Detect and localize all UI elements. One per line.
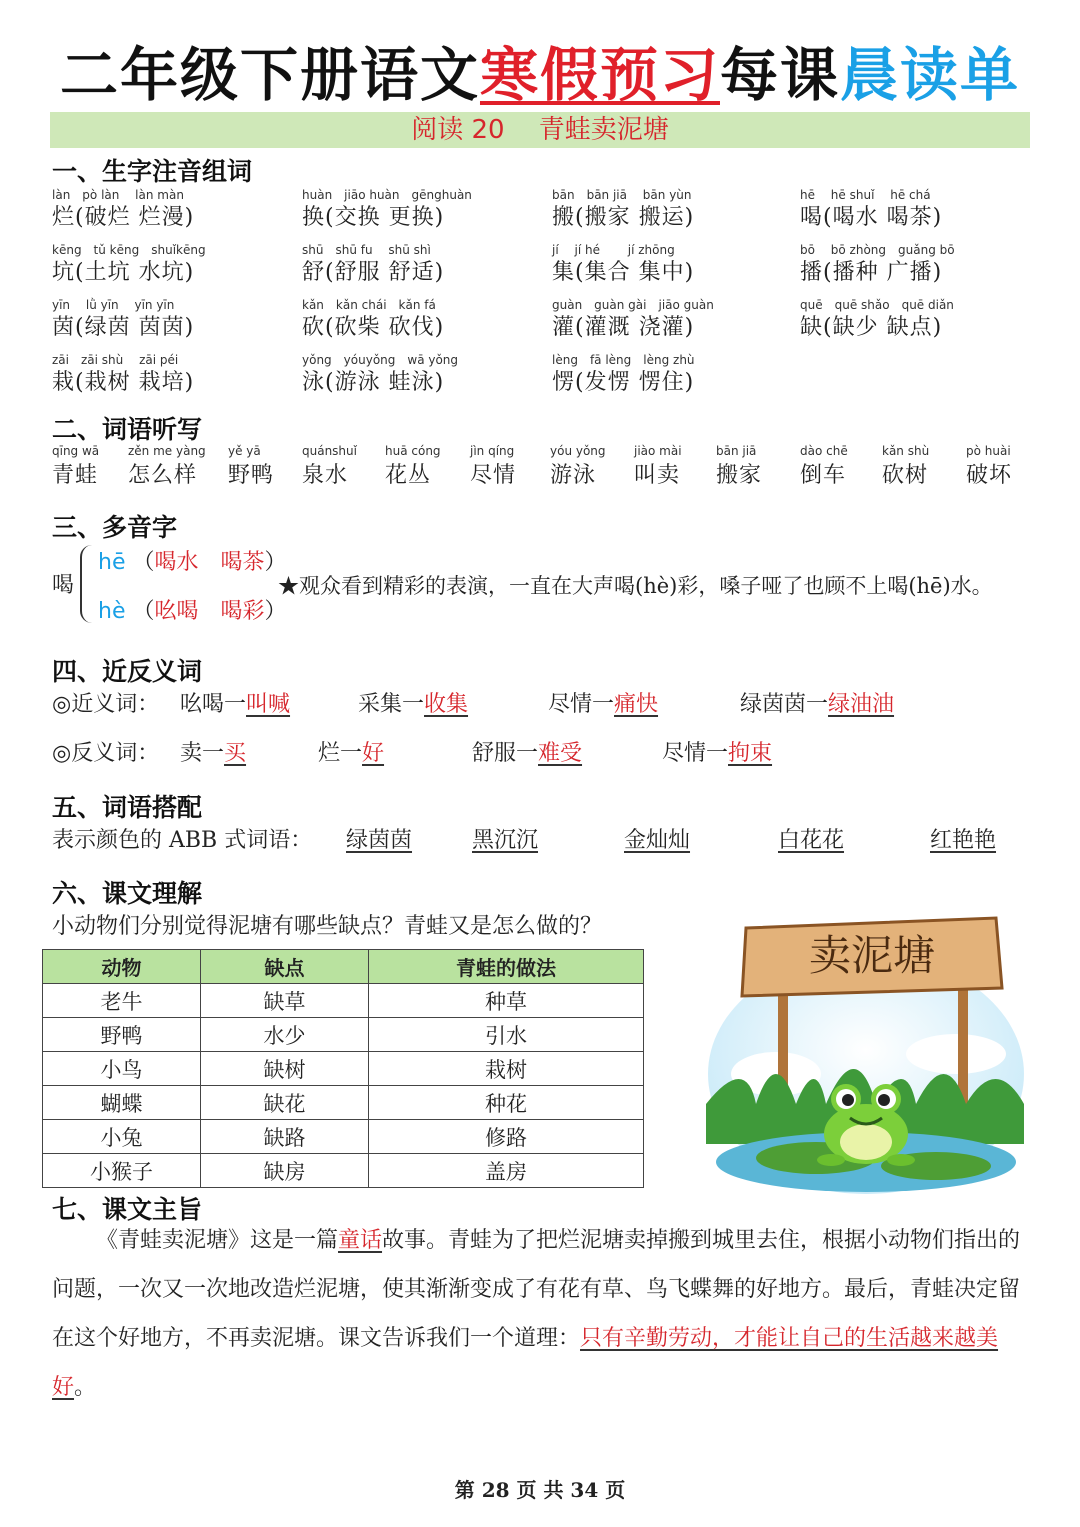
- pair-answer: 叫喊: [246, 692, 291, 717]
- reading-2-open: （: [132, 599, 155, 624]
- char-words: 换(交换 更换): [302, 205, 445, 230]
- pair-word: 绿茵茵一: [740, 692, 829, 717]
- section-3-title: 三、多音字: [52, 513, 178, 542]
- dictation-word: 破坏: [966, 463, 1013, 488]
- cell-problem: 缺草: [201, 984, 369, 1018]
- cell-problem: 缺房: [201, 1154, 369, 1188]
- theme-text-3: 。: [74, 1375, 97, 1400]
- pair-word: 烂一: [318, 741, 363, 766]
- table-header-animal: 动物: [43, 950, 201, 984]
- pair-answer: 难受: [538, 741, 583, 766]
- table-row: [43, 1086, 644, 1120]
- dictation-word: 游泳: [550, 463, 597, 488]
- frog-pond-illustration: [706, 904, 1024, 1196]
- comprehension-question: 小动物们分别觉得泥塘有哪些缺点？青蛙又是怎么做的？: [52, 914, 603, 939]
- char-pinyin: zāi zāi shù zāi péi: [52, 353, 179, 367]
- dictation-pinyin: zěn me yàng: [128, 444, 206, 458]
- polyphone-sentence: ★观众看到精彩的表演，一直在大声喝(hè)彩，嗓子哑了也顾不上喝(hē)水。: [278, 574, 993, 598]
- reading-1-open: （: [132, 550, 155, 575]
- char-words: 搬(搬家 搬运): [552, 205, 695, 230]
- title-part1: 二年级下册语文: [59, 41, 480, 109]
- dictation-pinyin: jìn qíng: [470, 444, 515, 458]
- brace: [80, 545, 94, 623]
- section-5-title: 五、词语搭配: [52, 793, 203, 822]
- char-pinyin: kǎn kǎn chái kǎn fá: [302, 298, 436, 312]
- cell-problem: 缺花: [201, 1086, 369, 1120]
- table-header-action: 青蛙的做法: [369, 950, 644, 984]
- pair-answer: 拘束: [728, 741, 773, 766]
- reading-2-words: 吆喝 喝彩: [154, 599, 265, 624]
- theme-paragraph: [52, 1216, 1032, 1412]
- char-pinyin: quē quē shǎo quē diǎn: [800, 298, 954, 312]
- cell-action: 种花: [369, 1086, 644, 1120]
- page-title: [0, 28, 1080, 112]
- reading-1-pinyin: hē: [98, 550, 126, 575]
- char-pinyin: jí jí hé jí zhōng: [552, 243, 675, 257]
- char-words: 缺(缺少 缺点): [800, 315, 943, 340]
- dictation-pinyin: pò huài: [966, 444, 1011, 458]
- abb-word: 绿茵茵: [346, 828, 413, 853]
- polyphone-reading-1: [98, 545, 287, 576]
- cell-animal: 蝴蝶: [43, 1086, 201, 1120]
- reading-2-pinyin: hè: [98, 599, 126, 624]
- section-7-title: 七、课文主旨: [52, 1195, 203, 1224]
- char-words: 播(播种 广播): [800, 260, 943, 285]
- char-pinyin: guàn guàn gài jiāo guàn: [552, 298, 714, 312]
- table-header-problem: 缺点: [201, 950, 369, 984]
- cell-action: 修路: [369, 1120, 644, 1154]
- dictation-word: 花丛: [385, 463, 432, 488]
- cell-animal: 小猴子: [43, 1154, 201, 1188]
- theme-moral: 只有辛勤劳动，才能让自己的生活越来越美好: [52, 1326, 999, 1400]
- dictation-pinyin: jiào mài: [634, 444, 682, 458]
- char-pinyin: huàn jiāo huàn gēnghuàn: [302, 188, 472, 202]
- pair-answer: 买: [224, 741, 247, 766]
- table-row: [43, 1052, 644, 1086]
- pair-word: 吆喝一: [180, 692, 247, 717]
- abb-label: 表示颜色的 ABB 式词语：: [52, 828, 313, 853]
- char-pinyin: kēng tǔ kēng shuǐkēng: [52, 243, 206, 257]
- section-6-title: 六、课文理解: [52, 879, 203, 908]
- cell-problem: 水少: [201, 1018, 369, 1052]
- pair-answer: 痛快: [614, 692, 659, 717]
- cell-animal: 野鸭: [43, 1018, 201, 1052]
- char-words: 喝(喝水 喝茶): [800, 205, 943, 230]
- char-words: 坑(土坑 水坑): [52, 260, 195, 285]
- dictation-pinyin: huā cóng: [385, 444, 441, 458]
- theme-genre: 童话: [338, 1228, 383, 1253]
- cell-problem: 缺路: [201, 1120, 369, 1154]
- pair-word: 卖一: [180, 741, 225, 766]
- abb-word: 黑沉沉: [472, 828, 539, 853]
- theme-text-2: 故事。青蛙为了把烂泥塘卖掉搬到城里去住，根据小动物们指出的问题，一次又一次地改造烂泥塘，使其渐渐变成了有花有草、鸟飞蝶舞的好地方。最后，青蛙决定留在这个好地方，不再卖泥塘。课文告诉我们一个道理：: [52, 1228, 1021, 1351]
- char-words: 栽(栽树 栽培): [52, 370, 195, 395]
- lesson-bar: 阅读 20 青蛙卖泥塘: [50, 112, 1030, 148]
- reading-1-words: 喝水 喝茶: [154, 550, 265, 575]
- char-words: 灌(灌溉 浇灌): [552, 315, 695, 340]
- pair-word: 尽情一: [662, 741, 729, 766]
- pair-answer: 收集: [424, 692, 469, 717]
- antonym-pair: [662, 736, 772, 767]
- synonym-pair: [548, 687, 658, 718]
- char-words: 舒(舒服 舒适): [302, 260, 445, 285]
- dictation-word: 怎么样: [128, 463, 198, 488]
- synonym-label: ◎近义词：: [52, 692, 160, 717]
- dictation-word: 倒车: [800, 463, 847, 488]
- table-row: [43, 1018, 644, 1052]
- table-row: [43, 1120, 644, 1154]
- reading-1-close: ）: [264, 550, 287, 575]
- char-words: 烂(破烂 烂漫): [52, 205, 195, 230]
- table-header-row: [43, 950, 644, 984]
- section-4-title: 四、近反义词: [52, 657, 203, 686]
- abb-word: 金灿灿: [624, 828, 691, 853]
- table-row: [43, 1154, 644, 1188]
- comprehension-table: [42, 949, 644, 1188]
- char-words: 茵(绿茵 茵茵): [52, 315, 195, 340]
- char-pinyin: yǒng yóuyǒng wā yǒng: [302, 353, 459, 367]
- cell-action: 盖房: [369, 1154, 644, 1188]
- title-part2: 寒假预习: [479, 41, 720, 109]
- table-row: [43, 984, 644, 1018]
- synonym-pair: [740, 687, 894, 718]
- dictation-pinyin: yóu yǒng: [550, 444, 606, 458]
- dictation-pinyin: dào chē: [800, 444, 848, 458]
- pair-answer: 好: [362, 741, 385, 766]
- char-words: 愣(发愣 愣住): [552, 370, 695, 395]
- dictation-pinyin: quánshuǐ: [302, 444, 357, 458]
- cell-animal: 小鸟: [43, 1052, 201, 1086]
- title-part4: 晨读单: [840, 41, 1021, 109]
- char-words: 泳(游泳 蛙泳): [302, 370, 445, 395]
- antonym-pair: [318, 736, 384, 767]
- abb-word: 红艳艳: [930, 828, 997, 853]
- title-part3: 每课: [720, 41, 841, 109]
- pair-answer: 绿油油: [828, 692, 895, 717]
- char-pinyin: bān bān jiā bān yùn: [552, 188, 692, 202]
- dictation-word: 青蛙: [52, 463, 99, 488]
- polyphone-reading-2: [98, 594, 287, 625]
- synonym-pair: [180, 687, 290, 718]
- dictation-word: 搬家: [716, 463, 763, 488]
- pair-word: 采集一: [358, 692, 425, 717]
- antonym-pair: [472, 736, 582, 767]
- section-1-title: 一、生字注音组词: [52, 157, 253, 186]
- char-pinyin: shū shū fu shū shì: [302, 243, 431, 257]
- cell-action: 种草: [369, 984, 644, 1018]
- abb-word: 白花花: [778, 828, 845, 853]
- dictation-word: 尽情: [470, 463, 517, 488]
- theme-text-1: 《青蛙卖泥塘》这是一篇: [96, 1228, 339, 1253]
- synonym-pair: [358, 687, 468, 718]
- sign-text: 卖泥塘: [808, 931, 936, 980]
- cell-animal: 小兔: [43, 1120, 201, 1154]
- pair-word: 尽情一: [548, 692, 615, 717]
- char-pinyin: làn pò làn làn màn: [52, 188, 184, 202]
- dictation-word: 叫卖: [634, 463, 681, 488]
- dictation-word: 野鸭: [228, 463, 275, 488]
- dictation-word: 砍树: [882, 463, 929, 488]
- dictation-pinyin: bān jiā: [716, 444, 757, 458]
- dictation-pinyin: kǎn shù: [882, 444, 930, 458]
- char-pinyin: hē hē shuǐ hē chá: [800, 188, 931, 202]
- section-2-title: 二、词语听写: [52, 415, 203, 444]
- dictation-word: 泉水: [302, 463, 349, 488]
- cell-problem: 缺树: [201, 1052, 369, 1086]
- char-pinyin: bō bō zhòng guǎng bō: [800, 243, 955, 257]
- cell-animal: 老牛: [43, 984, 201, 1018]
- antonym-pair: [180, 736, 246, 767]
- dictation-pinyin: qīng wā: [52, 444, 100, 458]
- cell-action: 引水: [369, 1018, 644, 1052]
- cell-action: 栽树: [369, 1052, 644, 1086]
- char-words: 砍(砍柴 砍伐): [302, 315, 445, 340]
- char-words: 集(集合 集中): [552, 260, 695, 285]
- pair-word: 舒服一: [472, 741, 539, 766]
- char-pinyin: lèng fā lèng lèng zhù: [552, 353, 695, 367]
- char-pinyin: yīn lǜ yīn yīn yīn: [52, 298, 175, 312]
- polyphone-char: 喝: [52, 573, 75, 598]
- antonym-label: ◎反义词：: [52, 741, 160, 766]
- reading-2-close: ）: [264, 599, 287, 624]
- dictation-pinyin: yě yā: [228, 444, 261, 458]
- page-footer: 第 28 页 共 34 页: [454, 1478, 626, 1502]
